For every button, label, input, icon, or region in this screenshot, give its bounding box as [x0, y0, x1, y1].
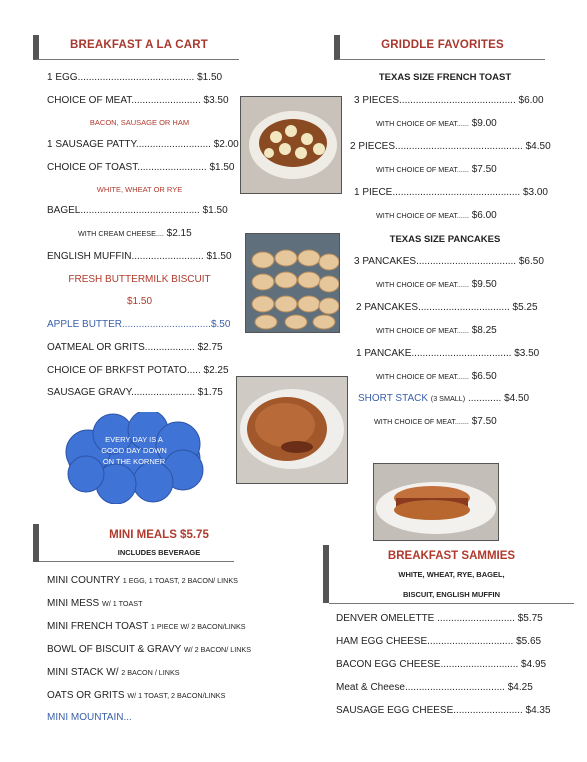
menu-item-english-muffin: ENGLISH MUFFIN.......................... $1.50 — [47, 251, 232, 262]
french-toast-photo — [240, 96, 342, 194]
breakfast-sandwich-photo — [373, 463, 499, 541]
mini-country: MINI COUNTRY 1 EGG, 1 TOAST, 2 BACON/ LINKS — [47, 575, 238, 586]
griddle-favorites-header: GRIDDLE FAVORITES — [334, 35, 545, 60]
ft-2-pieces: 2 PIECES.............................................. $4.50 — [350, 141, 551, 152]
ft-1-piece-meat: WITH CHOICE OF MEAT...... $6.00 — [376, 210, 497, 221]
pancakes-title: TEXAS SIZE PANCAKES — [389, 234, 501, 245]
mini-meals-subheader: INCLUDES BEVERAGE — [117, 548, 201, 557]
mini-meals-underline — [39, 561, 234, 562]
mini-mess: MINI MESS W/ 1 TOAST — [47, 598, 143, 609]
slogan-cloud — [58, 412, 210, 504]
toast-options-note: WHITE, WHEAT OR RYE — [96, 185, 183, 194]
pc-1-pancake: 1 PANCAKE.................................... $3.50 — [356, 348, 540, 359]
menu-item-oatmeal-grits: OATMEAL OR GRITS.................. $2.75 — [47, 342, 223, 353]
menu-item-1-egg: 1 EGG.......................................... $1.50 — [47, 72, 223, 83]
menu-item-sausage-patty: 1 SAUSAGE PATTY........................... $2.00 — [47, 139, 239, 150]
mini-meals-header: MINI MEALS $5.75 — [109, 529, 209, 541]
menu-item-buttermilk-biscuit: FRESH BUTTERMILK BISCUIT — [68, 274, 211, 285]
menu-item-apple-butter: APPLE BUTTER................................$.50 — [47, 319, 231, 330]
breakfast-sammies-header: BREAKFAST SAMMIES — [387, 550, 516, 562]
cloud-line-2: GOOD DAY DOWN — [101, 446, 167, 455]
sammies-underline — [329, 603, 574, 604]
menu-item-breakfast-potato: CHOICE OF BRKFST POTATO..... $2.25 — [47, 365, 229, 376]
sammies-bread-line-1: WHITE, WHEAT, RYE, BAGEL, — [398, 570, 505, 579]
cloud-line-1: EVERY DAY IS A — [105, 435, 163, 444]
short-stack-meat: WITH CHOICE OF MEAT....... $7.50 — [374, 416, 497, 427]
mini-french-toast: MINI FRENCH TOAST 1 PIECE W/ 2 BACON/LINKS — [47, 621, 246, 632]
ft-1-piece: 1 PIECE.............................................. $3.00 — [354, 187, 548, 198]
sammie-sausage-egg-cheese: SAUSAGE EGG CHEESE......................... $4.35 — [336, 705, 551, 716]
breakfast-a-la-cart-header: BREAKFAST A LA CART — [33, 35, 239, 60]
sammies-bread-line-2: BISCUIT, ENGLISH MUFFIN — [402, 590, 501, 599]
french-toast-title: TEXAS SIZE FRENCH TOAST — [378, 72, 512, 83]
biscuit-price: $1.50 — [126, 296, 153, 307]
sammie-ham-egg-cheese: HAM EGG CHEESE............................... $5.65 — [336, 636, 542, 647]
menu-item-choice-of-meat: CHOICE OF MEAT......................... $3.50 — [47, 95, 229, 106]
sammie-denver-omelette: DENVER OMELETTE ............................ $5.75 — [336, 613, 543, 624]
pancake-plate-photo — [236, 376, 348, 484]
bowl-biscuit-gravy: BOWL OF BISCUIT & GRAVY W/ 2 BACON/ LINKS — [47, 644, 251, 655]
pc-2-pancakes-meat: WITH CHOICE OF MEAT...... $8.25 — [376, 325, 497, 336]
bagel-cream-cheese-option: WITH CREAM CHEESE.... $2.15 — [78, 228, 192, 239]
meat-options-note: BACON, SAUSAGE OR HAM — [89, 118, 190, 127]
mini-mountain: MINI MOUNTAIN... — [47, 712, 132, 723]
pc-3-pancakes-meat: WITH CHOICE OF MEAT...... $9.50 — [376, 279, 497, 290]
mini-stack: MINI STACK W/ 2 BACON / LINKS — [47, 667, 180, 678]
pc-1-pancake-meat: WITH CHOICE OF MEAT...... $6.50 — [376, 371, 497, 382]
pc-3-pancakes: 3 PANCAKES.................................... $6.50 — [354, 256, 544, 267]
ft-3-pieces: 3 PIECES.......................................... $6.00 — [354, 95, 544, 106]
sammie-meat-cheese: Meat & Cheese.................................... $4.25 — [336, 682, 533, 693]
menu-item-bagel: BAGEL........................................... $1.50 — [47, 205, 228, 216]
short-stack: SHORT STACK (3 SMALL) ............ $4.50 — [358, 393, 530, 404]
ft-3-pieces-meat: WITH CHOICE OF MEAT...... $9.00 — [376, 118, 497, 129]
cloud-line-3: ON THE KORNER — [102, 457, 166, 466]
sammie-bacon-egg-cheese: BACON EGG CHEESE............................ $4.95 — [336, 659, 547, 670]
menu-item-sausage-gravy: SAUSAGE GRAVY....................... $1.75 — [47, 387, 223, 398]
oats-or-grits: OATS OR GRITS W/ 1 TOAST, 2 BACON/LINKS — [47, 690, 226, 701]
ft-2-pieces-meat: WITH CHOICE OF MEAT...... $7.50 — [376, 164, 497, 175]
menu-item-choice-of-toast: CHOICE OF TOAST......................... $1.50 — [47, 162, 235, 173]
pc-2-pancakes: 2 PANCAKES................................. $5.25 — [356, 302, 538, 313]
pancakes-photo — [245, 233, 340, 333]
